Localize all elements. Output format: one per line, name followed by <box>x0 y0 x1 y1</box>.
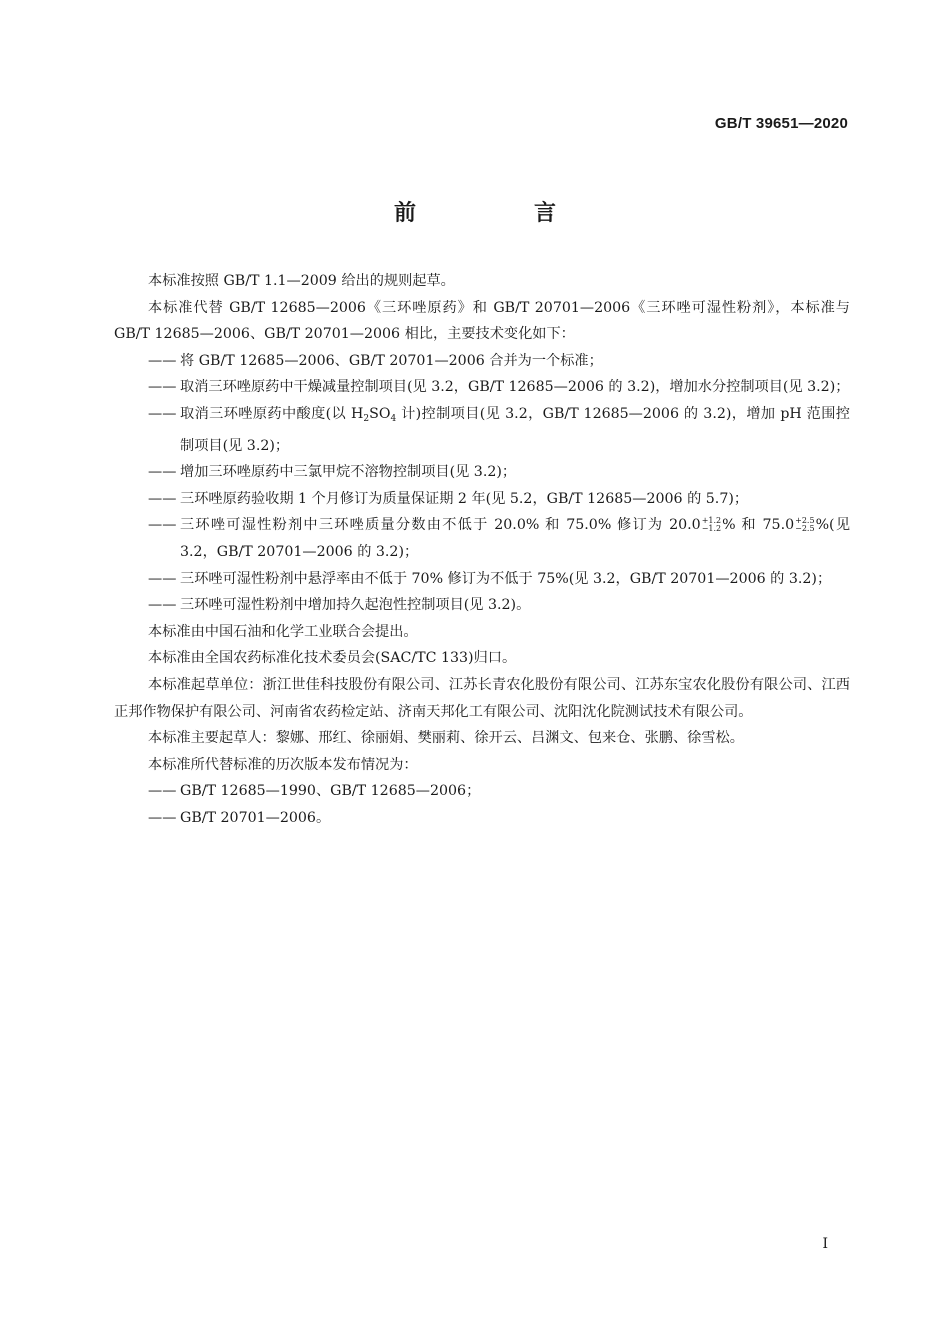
change-item: —— 取消三环唑原药中酸度(以 $H_2SO_4$ 计)控制项目(见 3.2，GB/T 12685—2006 的 3.2)，增加 pH 范围控制项目(见 3.2)； <box>114 401 850 459</box>
change-item: —— 取消三环唑原药中干燥减量控制项目(见 3.2，GB/T 12685—2006 的 3.2)，增加水分控制项目(见 3.2)； <box>114 374 850 401</box>
change-item: —— 将 GB/T 12685—2006、GB/T 20701—2006 合并为一个标准； <box>114 348 850 375</box>
dash-marker: —— <box>148 464 177 481</box>
paragraph-drafting-units: 本标准起草单位：浙江世佳科技股份有限公司、江苏长青农化股份有限公司、江苏东宝农化股份有限公司、江西正邦作物保护有限公司、河南省农药检定站、济南天邦化工有限公司、沈阳沈化院测试技术有限公司。 <box>114 676 850 720</box>
paragraph-committee: 本标准由全国农药标准化技术委员会(SAC/TC 133)归口。 <box>148 650 517 667</box>
tolerance: +2.5 −2.5 <box>795 516 815 534</box>
change-item: —— 三环唑可湿性粉剂中悬浮率由不低于 70% 修订为不低于 75%(见 3.2，GB/T 20701—2006 的 3.2)； <box>114 566 850 593</box>
dash-marker: —— <box>148 517 177 534</box>
dash-marker: —— <box>148 379 177 396</box>
page-number: I <box>822 1236 828 1252</box>
history-item: —— GB/T 12685—1990、GB/T 12685—2006； <box>114 778 850 805</box>
paragraph-drafters: 本标准主要起草人：黎娜、邢红、徐丽娟、樊丽莉、徐开云、吕渊文、包来仓、张鹏、徐雪松。 <box>148 730 744 747</box>
change-item: —— 三环唑原药验收期 1 个月修订为质量保证期 2 年(见 5.2，GB/T 12685—2006 的 5.7)； <box>114 486 850 513</box>
subscript: 2 <box>363 413 370 424</box>
change-item: —— 三环唑可湿性粉剂中增加持久起泡性控制项目(见 3.2)。 <box>114 592 850 619</box>
dash-marker: —— <box>148 352 177 369</box>
dash-marker: —— <box>148 597 177 614</box>
document-body <box>114 268 850 831</box>
history-item: —— GB/T 20701—2006。 <box>114 805 850 832</box>
paragraph-history-intro: 本标准所代替标准的历次版本发布情况为： <box>148 756 418 773</box>
dash-marker: —— <box>148 783 177 800</box>
dash-marker: —— <box>148 405 177 422</box>
change-item: —— 增加三环唑原药中三氯甲烷不溶物控制项目(见 3.2)； <box>114 459 850 486</box>
dash-marker: —— <box>148 809 177 826</box>
standard-code: GB/T 39651—2020 <box>714 115 848 132</box>
paragraph-replacement-statement: 本标准代替 GB/T 12685—2006《三环唑原药》和 GB/T 20701—2006《三环唑可湿性粉剂》，本标准与 GB/T 12685—2006、GB/T 20701—2006 相比，主要技术变化如下： <box>114 299 850 343</box>
dash-marker: —— <box>148 570 177 587</box>
tolerance: +1.2 −1.2 <box>701 516 722 534</box>
dash-marker: —— <box>148 490 177 507</box>
paragraph-proposer: 本标准由中国石油和化学工业联合会提出。 <box>148 623 418 640</box>
paragraph-drafting-rules: 本标准按照 GB/T 1.1—2009 给出的规则起草。 <box>148 273 455 289</box>
change-item: —— 三环唑可湿性粉剂中三环唑质量分数由不低于 20.0% 和 75.0% 修订为 20.0 +1.2 −1.2 % 和 75.0 +2.5 −2.5 %(见 3.2，GB/T 20701—2006 的 3.2)； <box>114 512 850 565</box>
page-title: 前 言 <box>393 201 604 226</box>
subscript: 4 <box>390 413 397 424</box>
